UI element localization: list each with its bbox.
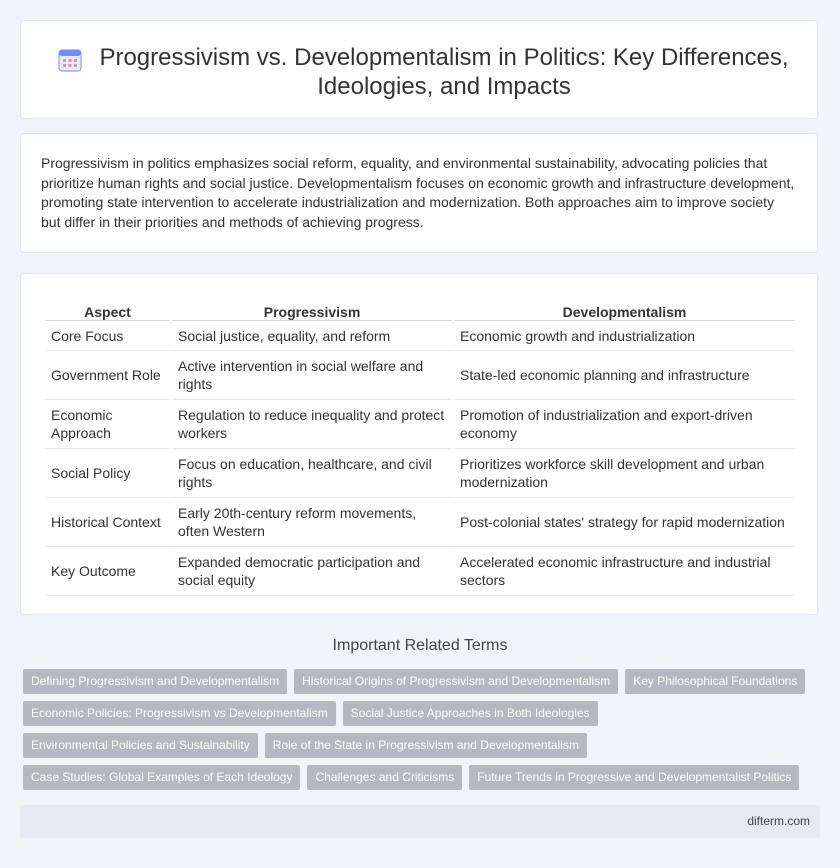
table-row xyxy=(45,321,795,351)
intro-text: Progressivism in politics emphasizes social reform, equality, and environmental sustainability, advocating policies that prioritize human rights and social justice. Developmentalism focuses on economic growth and infrastructure development, promoting state intervention to accelerate industrialization and modernization. Both approaches aim to improve society but differ in their priorities and methods of achieving progress. xyxy=(41,155,795,230)
table-cell: Social Policy xyxy=(45,449,170,498)
table-cell: State-led economic planning and infrastructure xyxy=(454,351,795,400)
header-progressivism: Progressivism xyxy=(172,297,452,321)
table-row xyxy=(45,400,795,449)
table-row xyxy=(45,449,795,498)
table-cell: Historical Context xyxy=(45,498,170,547)
related-term-tag[interactable]: Key Philosophical Foundations xyxy=(625,669,805,694)
table-cell: Focus on education, healthcare, and civil rights xyxy=(172,449,452,498)
table-row xyxy=(45,547,795,596)
table-cell: Active intervention in social welfare and rights xyxy=(172,351,452,400)
comparison-table-card xyxy=(20,273,818,615)
footer-site-link[interactable]: difterm.com xyxy=(747,814,810,828)
calendar-icon xyxy=(57,47,83,73)
table-cell: Post-colonial states' strategy for rapid modernization xyxy=(454,498,795,547)
table-cell: Expanded democratic participation and social equity xyxy=(172,547,452,596)
related-term-tag[interactable]: Social Justice Approaches in Both Ideologies xyxy=(343,701,598,726)
header-card xyxy=(20,20,818,119)
header-developmentalism: Developmentalism xyxy=(454,297,795,321)
related-term-tag[interactable]: Environmental Policies and Sustainability xyxy=(23,733,258,758)
table-cell: Accelerated economic infrastructure and industrial sectors xyxy=(454,547,795,596)
header-aspect: Aspect xyxy=(45,297,170,321)
related-terms-list xyxy=(23,669,823,797)
related-term-tag[interactable]: Role of the State in Progressivism and Developmentalism xyxy=(265,733,587,758)
table-cell: Government Role xyxy=(45,351,170,400)
table-row xyxy=(45,498,795,547)
related-term-tag[interactable]: Historical Origins of Progressivism and Developmentalism xyxy=(294,669,618,694)
table-cell: Economic Approach xyxy=(45,400,170,449)
related-term-tag[interactable]: Case Studies: Global Examples of Each Ideology xyxy=(23,765,300,790)
table-row xyxy=(45,351,795,400)
table-cell: Key Outcome xyxy=(45,547,170,596)
table-cell: Prioritizes workforce skill development and urban modernization xyxy=(454,449,795,498)
related-term-tag[interactable]: Defining Progressivism and Developmentalism xyxy=(23,669,287,694)
table-cell: Regulation to reduce inequality and protect workers xyxy=(172,400,452,449)
related-terms-title: Important Related Terms xyxy=(332,637,508,654)
intro-card xyxy=(20,133,818,253)
table-cell: Core Focus xyxy=(45,321,170,351)
comparison-table xyxy=(43,297,797,596)
page-title: Progressivism vs. Developmentalism in Politics: Key Differences, Ideologies, and Impacts xyxy=(99,44,789,100)
table-cell: Economic growth and industrialization xyxy=(454,321,795,351)
related-term-tag[interactable]: Future Trends in Progressive and Developmentalist Politics xyxy=(469,765,799,790)
table-cell: Early 20th-century reform movements, often Western xyxy=(172,498,452,547)
related-term-tag[interactable]: Economic Policies: Progressivism vs Developmentalism xyxy=(23,701,336,726)
footer xyxy=(20,805,820,838)
related-term-tag[interactable]: Challenges and Criticisms xyxy=(307,765,462,790)
table-cell: Social justice, equality, and reform xyxy=(172,321,452,351)
table-cell: Promotion of industrialization and export-driven economy xyxy=(454,400,795,449)
